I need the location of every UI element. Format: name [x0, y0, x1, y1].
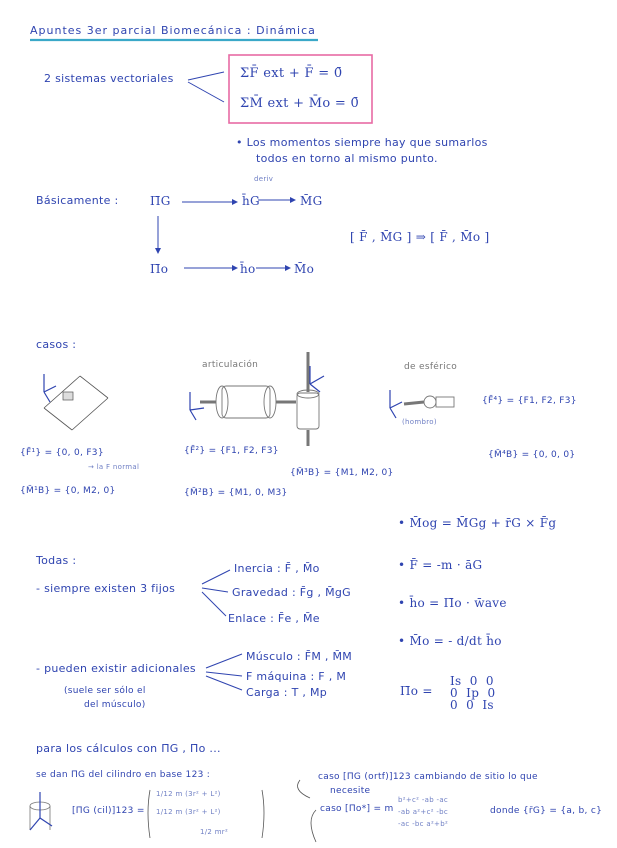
inertia-tensor-label: Π̄o = [400, 684, 433, 698]
caso-2: caso [Π̄o*] = m [320, 804, 394, 814]
siempre-existen: - siempre existen 3 fijos [36, 582, 176, 595]
gravedad-line: Gravedad : F̄g , M̄gG [232, 586, 351, 599]
case1-sketch [44, 374, 108, 430]
sistemas-label: 2 sistemas vectoriales [44, 72, 174, 85]
arrow-upper [188, 72, 224, 80]
enlace-line: Enlace : F̄e , M̄e [228, 612, 320, 625]
m-o: M̄o [294, 262, 315, 276]
suele-line-1: (suele ser sólo el [64, 686, 146, 696]
cylinder-sketch [30, 792, 52, 830]
vector-m1: {M̄¹B} = {0, M2, 0} [20, 486, 116, 496]
calculos-header: para los cálculos con Π̄G , Π̄o ... [36, 742, 221, 755]
axis-note: (hombro) [402, 418, 437, 426]
equation-moments: ΣM̄ ext + M̄o = 0̄ [240, 96, 360, 111]
casos-label: casos : [36, 338, 77, 351]
arrow-maquina [206, 672, 242, 676]
formula-inertia-force: • F̄ = -m · āG [398, 558, 483, 572]
bracket-equation: [ F̄ , M̄G ] ⇒ [ F̄ , M̄o ] [350, 230, 490, 244]
page-title: Apuntes 3er parcial Biomecánica : Dinámica [30, 24, 316, 37]
arrow-carga [206, 676, 242, 690]
arrow-lower [188, 82, 224, 102]
case3-sketch [297, 352, 324, 446]
arrow-enlace [202, 592, 226, 616]
formula-moment-gravity: • M̄og = M̄Gg + r̄G × F̄g [398, 516, 557, 530]
note-line-1: • Los momentos siempre hay que sumarlos [236, 136, 488, 149]
h-o: h̄o [240, 262, 256, 276]
vector-f2: {F̄²} = {F1, F2, F3} [184, 446, 279, 456]
formula-angular-momentum: • h̄o = Π̄o · w̄ave [398, 596, 507, 610]
vector-m4: {M̄⁴B} = {0, 0, 0} [488, 450, 576, 460]
tensor-label: [Π̄G (cil)]123 = [72, 806, 145, 816]
m2-row-1: b²+c² -ab -ac [398, 796, 449, 804]
esferico-label: de esférico [404, 362, 457, 372]
inertia-row-1: Is 0 0 [450, 674, 494, 688]
vector-m3: {M̄³B} = {M1, M2, 0} [290, 468, 394, 478]
note-line-2: todos en torno al mismo punto. [256, 152, 438, 165]
suele-line-2: del músculo) [84, 700, 146, 710]
basicamente-label: Básicamente : [36, 194, 119, 207]
donde-line: donde {r̄G} = {a, b, c} [490, 806, 603, 816]
tensor-row-1: 1/12 m (3r² + L²) [156, 790, 221, 798]
deriv-label: deriv [254, 175, 274, 183]
inertia-row-3: 0 0 Is [450, 698, 494, 712]
equation-forces: ΣF̄ ext + F̄ = 0̄ [240, 66, 343, 81]
m-g: M̄G [300, 194, 323, 208]
todas-label: Todas : [36, 554, 77, 567]
case2-sketch [190, 386, 296, 420]
caso-1b: necesite [330, 786, 371, 796]
arrow-inercia [202, 570, 230, 584]
vector-f1: {F̄¹} = {0, 0, F3} [20, 448, 104, 458]
inercia-line: Inercia : F̄ , M̄o [234, 562, 320, 575]
vector-f4: {F̄⁴} = {F1, F2, F3} [482, 396, 577, 406]
pi-g: Π̄G [150, 194, 171, 208]
fmaquina-line: F máquina : F , M [246, 670, 347, 683]
tensor-row-2: 1/12 m (3r² + L²) [156, 808, 221, 816]
case4-sketch [390, 390, 454, 418]
inertia-row-2: 0 Ip 0 [450, 686, 496, 700]
arrow-musculo [206, 654, 242, 668]
pi-o: Π̄o [150, 262, 169, 276]
normal-note: → la F normal [88, 463, 140, 471]
tensor-row-3: 1/2 mr² [200, 828, 229, 836]
caso-1: caso [Π̄G (ortf)]123 cambiando de sitio lo que [318, 772, 538, 782]
m2-row-2: -ab a²+c² -bc [398, 808, 449, 816]
articulacion-label: articulación [202, 360, 259, 370]
m2-row-3: -ac -bc a²+b² [398, 820, 449, 828]
pueden-existir: - pueden existir adicionales [36, 662, 196, 675]
h-g: h̄G [242, 194, 260, 208]
formula-moment-derivative: • M̄o = - d/dt h̄o [398, 634, 502, 648]
cylinder-line: se dan Π̄G del cilindro en base 123 : [36, 770, 211, 780]
vector-m2: {M̄²B} = {M1, 0, M3} [184, 488, 288, 498]
musculo-line: Músculo : F̄M , M̄M [246, 650, 353, 663]
arrow-gravedad [202, 588, 228, 592]
carga-line: Carga : T , Mp [246, 686, 328, 699]
